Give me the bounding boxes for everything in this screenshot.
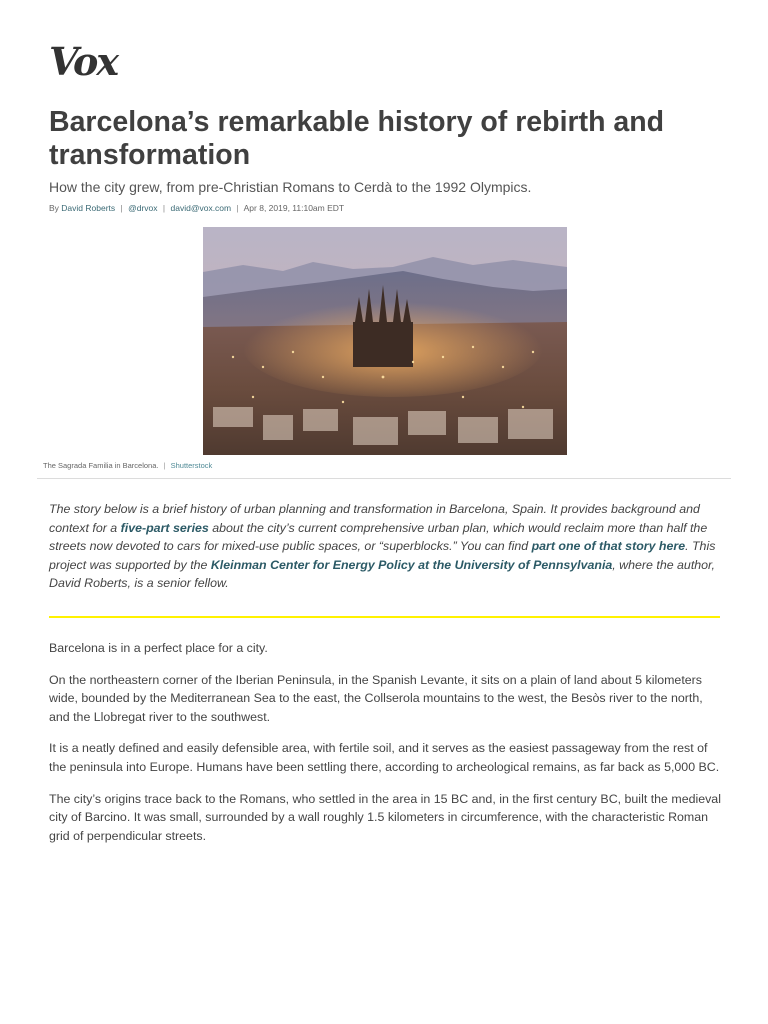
image-caption bbox=[43, 460, 212, 471]
note-text: , where the author, David Roberts, is a senior fellow. bbox=[49, 557, 715, 591]
byline-separator: | bbox=[120, 203, 123, 213]
caption-text: The Sagrada Familia in Barcelona. bbox=[43, 461, 159, 470]
hero-image bbox=[203, 227, 567, 455]
author-link[interactable]: David Roberts bbox=[61, 203, 116, 213]
byline-separator: | bbox=[236, 203, 239, 213]
byline-separator: | bbox=[162, 203, 166, 213]
article-body bbox=[49, 639, 721, 858]
note-text: The story below is a brief history of urban planning and transformation in Barcelona, Spain. It provides background and context for a bbox=[49, 502, 700, 535]
publish-date: Apr 8, 2019, 11:10am EDT bbox=[243, 203, 345, 213]
byline-prefix: By bbox=[49, 203, 59, 213]
vox-logo[interactable]: Vox bbox=[49, 39, 117, 84]
note-text: . This project was supported by the bbox=[49, 539, 716, 572]
divider bbox=[37, 478, 731, 479]
email-link[interactable]: david@vox.com bbox=[170, 203, 232, 213]
accent-divider bbox=[49, 616, 720, 618]
paragraph: The city’s origins trace back to the Romans, who settled in the area in 15 BC and, in the first century BC, built the medieval city of Barcino. It was small, surrounded by a wall roughly 1.5 kilometers in circumference, with the characteristic Roman grid of perpendicular streets. bbox=[49, 791, 721, 843]
byline bbox=[49, 202, 344, 214]
caption-separator: | bbox=[163, 461, 166, 470]
photo-credit: Shutterstock bbox=[170, 461, 213, 470]
note-text: about the city’s current comprehensive urban plan, which would reclaim more than half the streets now devoted to cars for mixed-use public spaces, or “superblocks.” You can find bbox=[49, 520, 708, 554]
five-part-series-link[interactable]: five-part series bbox=[120, 520, 209, 535]
part-one-link[interactable]: part one of that story here bbox=[531, 539, 686, 554]
paragraph: On the northeastern corner of the Iberian Peninsula, in the Spanish Levante, it sits on a plain of land about 5 kilometers wide, bounded by the Mediterranean Sea to the east, the Collserola mountains to the west, the Besòs river to the north, and the Llobregat river to the southwest. bbox=[49, 672, 703, 724]
article-headline: Barcelona’s remarkable history of rebirth and transformation bbox=[49, 106, 665, 171]
kleinman-center-link[interactable]: Kleinman Center for Energy Policy at the University of Pennsylvania bbox=[210, 557, 613, 572]
article-dek: How the city grew, from pre-Christian Romans to Cerdà to the 1992 Olympics. bbox=[49, 179, 532, 195]
twitter-link[interactable]: @drvox bbox=[128, 203, 158, 213]
editor-note bbox=[49, 500, 721, 593]
paragraph: It is a neatly defined and easily defensible area, with fertile soil, and it serves as the easiest passageway from the rest of the peninsula into Europe. Humans have been settling there, according to archeological remains, as far back as 5,000 BC. bbox=[49, 741, 720, 774]
paragraph: Barcelona is in a perfect place for a city. bbox=[49, 641, 268, 655]
